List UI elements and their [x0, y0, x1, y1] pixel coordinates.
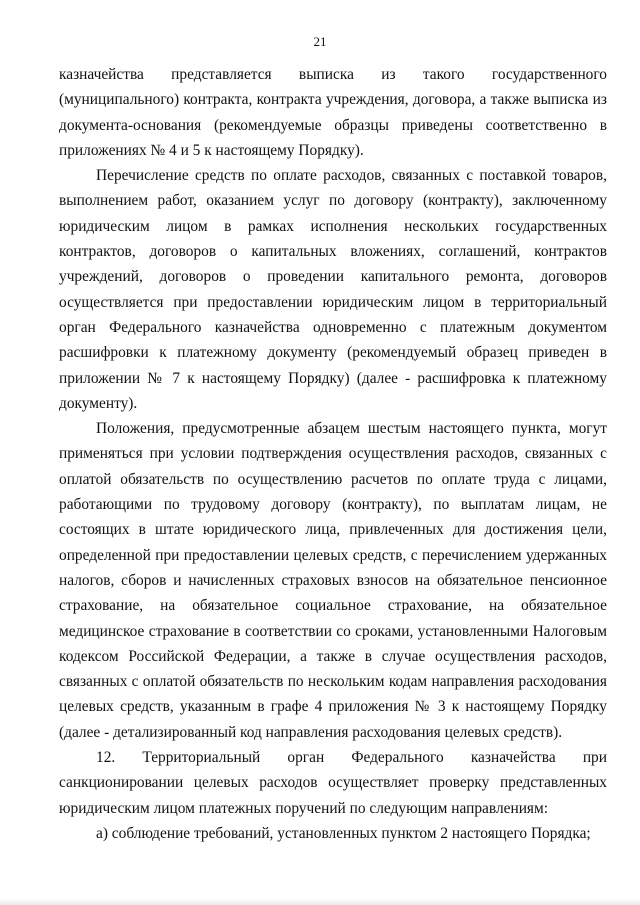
document-body: [59, 62, 607, 846]
page-number: 21: [313, 34, 327, 49]
paragraph-provisions: Положения, предусмотренные абзацем шестым настоящего пункта, могут применяться при условии подтверждения осуществления расходов, связанных с оплатой обязательств по осуществлению расчетов по оплате труда с лицами, работающими по трудовому договору (контракту), по выплатам лицам, не состоящих в штате юридического лица, привлеченных для достижения цели, определенной при предоставлении целевых средств, с перечислением удержанных налогов, сборов и начисленных страховых взносов на обязательное пенсионное страхование, на обязательное социальное страхование, на обязательное медицинское страхование в соответствии со сроками, установленными Налоговым кодексом Российской Федерации, а также в случае осуществления расходов, связанных с оплатой обязательств по нескольким кодам направления расходования целевых средств, указанным в графе 4 приложения № 3 к настоящему Порядку (далее - детализированный код направления расходования целевых средств).: [59, 420, 607, 741]
paragraph-item-12: 12. Территориальный орган Федерального казначейства при санкционировании целевых расходов осуществляет проверку представленных юридическим лицом платежных поручений по следующим направлениям:: [59, 749, 607, 817]
paragraph-transfer-of-funds: Перечисление средств по оплате расходов, связанных с поставкой товаров, выполнением работ, оказанием услуг по договору (контракту), заключенному юридическим лицом в рамках исполнения нескольких государственных контрактов, договоров о капитальных вложениях, соглашений, контрактов учреждений, договоров о проведении капитального ремонта, договоров осуществляется при предоставлении юридическим лицом в территориальный орган Федерального казначейства одновременно с платежным документом расшифровки к платежному документу (рекомендуемый образец приведен в приложении № 7 к настоящему Порядку) (далее - расшифровка к платежному документу).: [59, 167, 607, 412]
page-bottom-edge: [0, 899, 640, 905]
paragraph-subitem-a: а) соблюдение требований, установленных пунктом 2 настоящего Порядка;: [96, 824, 591, 842]
paragraph-continuation: казначейства представляется выписка из такого государственного (муниципального) контракта, контракта учреждения, договора, а также выписка из документа-основания (рекомендуемые образцы приведены соответственно в приложениях № 4 и 5 к настоящему Порядку).: [59, 66, 607, 159]
